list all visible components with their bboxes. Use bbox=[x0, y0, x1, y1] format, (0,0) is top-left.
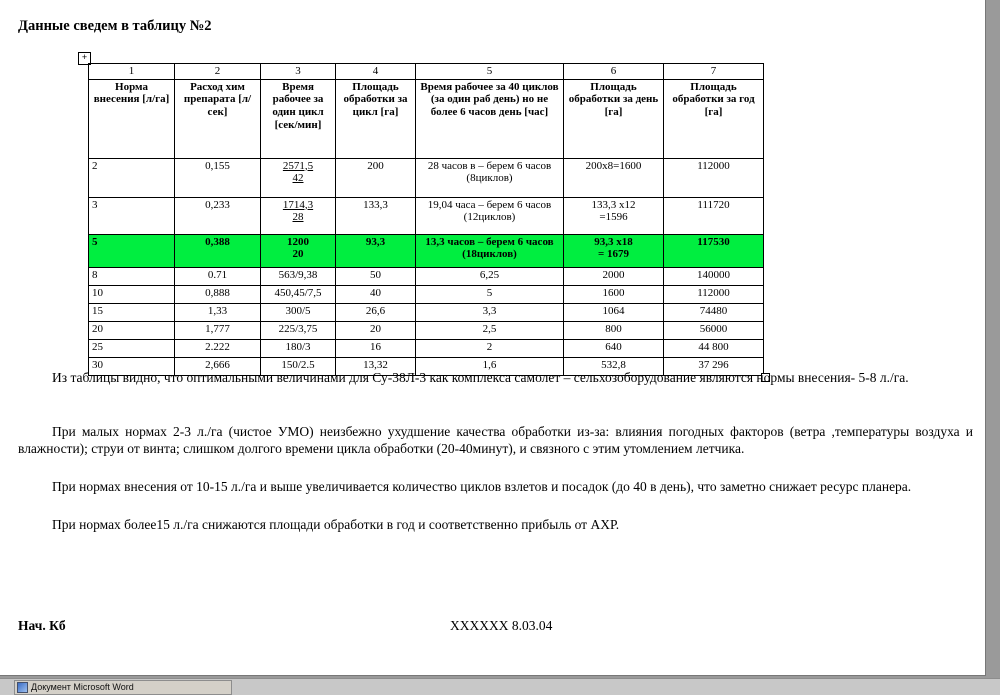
column-header: Время рабочее за один цикл [сек/мин] bbox=[261, 79, 336, 158]
cell-consumption: 0,388 bbox=[175, 234, 261, 267]
cell-area-day: 800 bbox=[564, 321, 664, 339]
cell-norm: 5 bbox=[89, 234, 175, 267]
table-row bbox=[89, 339, 764, 357]
cell-area-cycle: 13,32 bbox=[336, 357, 416, 375]
cell-cycle-time: 180/3 bbox=[261, 339, 336, 357]
table-row-column-numbers bbox=[89, 64, 764, 80]
cell-cycle-time: 1200 20 bbox=[261, 234, 336, 267]
paragraph-high-norms bbox=[18, 479, 973, 496]
cell-area-day: 1600 bbox=[564, 285, 664, 303]
cell-consumption: 0,155 bbox=[175, 158, 261, 197]
paragraph-optimal-norms bbox=[18, 370, 973, 387]
cell-norm: 8 bbox=[89, 267, 175, 285]
cell-area-year: 37 296 bbox=[664, 357, 764, 375]
cell-area-year: 117530 bbox=[664, 234, 764, 267]
signature-right: ХХХХХХ 8.03.04 bbox=[450, 618, 553, 633]
cell-cycle-time: 450,45/7,5 bbox=[261, 285, 336, 303]
column-number: 2 bbox=[175, 64, 261, 80]
cell-work-time: 2 bbox=[416, 339, 564, 357]
cell-area-day: 133,3 х12 =1596 bbox=[564, 197, 664, 234]
cell-consumption: 2.222 bbox=[175, 339, 261, 357]
cell-area-day: 1064 bbox=[564, 303, 664, 321]
cell-area-year: 74480 bbox=[664, 303, 764, 321]
column-number: 7 bbox=[664, 64, 764, 80]
cell-work-time: 1,6 bbox=[416, 357, 564, 375]
cell-area-cycle: 26,6 bbox=[336, 303, 416, 321]
paragraph-small-norms bbox=[18, 424, 973, 458]
cell-work-time: 13,3 часов – берем 6 часов (18циклов) bbox=[416, 234, 564, 267]
cell-area-year: 44 800 bbox=[664, 339, 764, 357]
cell-norm: 10 bbox=[89, 285, 175, 303]
cell-cycle-time: 2571,5 42 bbox=[261, 158, 336, 197]
table-header-row bbox=[89, 79, 764, 158]
cell-area-year: 112000 bbox=[664, 158, 764, 197]
paragraph-text: При малых нормах 2-3 л./га (чистое УМО) неизбежно ухудшение качества обработки из-за: влияния погодных факторов (ветра ,температуры воздуха и влажности); струи от винта; слишком долгого времени цикла обработки (20-40минут), и связного с этим утомлением летчика. bbox=[18, 424, 973, 456]
cell-area-day: 2000 bbox=[564, 267, 664, 285]
cell-area-cycle: 50 bbox=[336, 267, 416, 285]
cell-norm: 2 bbox=[89, 158, 175, 197]
data-table-wrapper bbox=[88, 63, 763, 376]
table-row bbox=[89, 197, 764, 234]
column-header: Площадь обработки за цикл [га] bbox=[336, 79, 416, 158]
cell-consumption: 2,666 bbox=[175, 357, 261, 375]
cell-area-day: 532,8 bbox=[564, 357, 664, 375]
cell-area-year: 111720 bbox=[664, 197, 764, 234]
cell-consumption: 0,888 bbox=[175, 285, 261, 303]
table-move-handle[interactable]: + bbox=[78, 52, 91, 65]
paragraph-text: При нормах внесения от 10-15 л./га и выше увеличивается количество циклов взлетов и посадок (до 40 в день), что заметно снижает ресурс планера. bbox=[52, 479, 912, 494]
paragraph-text: Из таблицы видно, что оптимальными величинами для Су-38Л-3 как комплекса самолет – сельхозоборудование являются нормы внесения- 5-8 л./га. bbox=[52, 370, 909, 385]
cell-area-day: 93,3 х18 = 1679 bbox=[564, 234, 664, 267]
table-row bbox=[89, 158, 764, 197]
table-row bbox=[89, 303, 764, 321]
cell-cycle-time: 1714,3 28 bbox=[261, 197, 336, 234]
cell-cycle-time: 563/9,38 bbox=[261, 267, 336, 285]
column-number: 4 bbox=[336, 64, 416, 80]
cell-area-cycle: 93,3 bbox=[336, 234, 416, 267]
column-number: 5 bbox=[416, 64, 564, 80]
cell-consumption: 0.71 bbox=[175, 267, 261, 285]
taskbar-item-word-document[interactable]: Документ Microsoft Word bbox=[14, 680, 232, 695]
cell-area-cycle: 16 bbox=[336, 339, 416, 357]
cell-cycle-time: 300/5 bbox=[261, 303, 336, 321]
cell-norm: 30 bbox=[89, 357, 175, 375]
cell-consumption: 1,33 bbox=[175, 303, 261, 321]
cell-work-time: 28 часов в – берем 6 часов (8циклов) bbox=[416, 158, 564, 197]
cell-work-time: 5 bbox=[416, 285, 564, 303]
cell-work-time: 2,5 bbox=[416, 321, 564, 339]
column-number: 3 bbox=[261, 64, 336, 80]
cell-area-year: 140000 bbox=[664, 267, 764, 285]
cell-area-cycle: 133,3 bbox=[336, 197, 416, 234]
cell-norm: 3 bbox=[89, 197, 175, 234]
cell-area-cycle: 200 bbox=[336, 158, 416, 197]
cell-norm: 20 bbox=[89, 321, 175, 339]
cell-cycle-time: 225/3,75 bbox=[261, 321, 336, 339]
cell-consumption: 0,233 bbox=[175, 197, 261, 234]
paragraph-text: При нормах более15 л./га снижаются площади обработки в год и соответственно прибыль от АХР. bbox=[52, 517, 620, 532]
signature-left: Нач. Кб bbox=[18, 618, 66, 633]
table-row bbox=[89, 285, 764, 303]
cell-area-year: 56000 bbox=[664, 321, 764, 339]
table-row-highlighted bbox=[89, 234, 764, 267]
cell-cycle-time: 150/2.5 bbox=[261, 357, 336, 375]
cell-norm: 25 bbox=[89, 339, 175, 357]
page-title: Данные сведем в таблицу №2 bbox=[18, 18, 212, 34]
cell-consumption: 1,777 bbox=[175, 321, 261, 339]
cell-norm: 15 bbox=[89, 303, 175, 321]
word-document-icon bbox=[17, 682, 28, 693]
table-row bbox=[89, 267, 764, 285]
paragraph-over-15 bbox=[18, 517, 973, 534]
column-header: Площадь обработки за день [га] bbox=[564, 79, 664, 158]
column-header: Расход хим препарата [л/сек] bbox=[175, 79, 261, 158]
cell-area-year: 112000 bbox=[664, 285, 764, 303]
cell-area-cycle: 40 bbox=[336, 285, 416, 303]
column-number: 1 bbox=[89, 64, 175, 80]
column-header: Площадь обработки за год [га] bbox=[664, 79, 764, 158]
cell-work-time: 6,25 bbox=[416, 267, 564, 285]
data-table bbox=[88, 63, 764, 376]
column-number: 6 bbox=[564, 64, 664, 80]
cell-area-cycle: 20 bbox=[336, 321, 416, 339]
cell-area-day: 200х8=1600 bbox=[564, 158, 664, 197]
cell-area-day: 640 bbox=[564, 339, 664, 357]
column-header: Время рабочее за 40 циклов (за один раб день) но не более 6 часов день [час] bbox=[416, 79, 564, 158]
cell-work-time: 19,04 часа – берем 6 часов (12циклов) bbox=[416, 197, 564, 234]
table-row bbox=[89, 321, 764, 339]
column-header: Норма внесения [л/га] bbox=[89, 79, 175, 158]
cell-work-time: 3,3 bbox=[416, 303, 564, 321]
